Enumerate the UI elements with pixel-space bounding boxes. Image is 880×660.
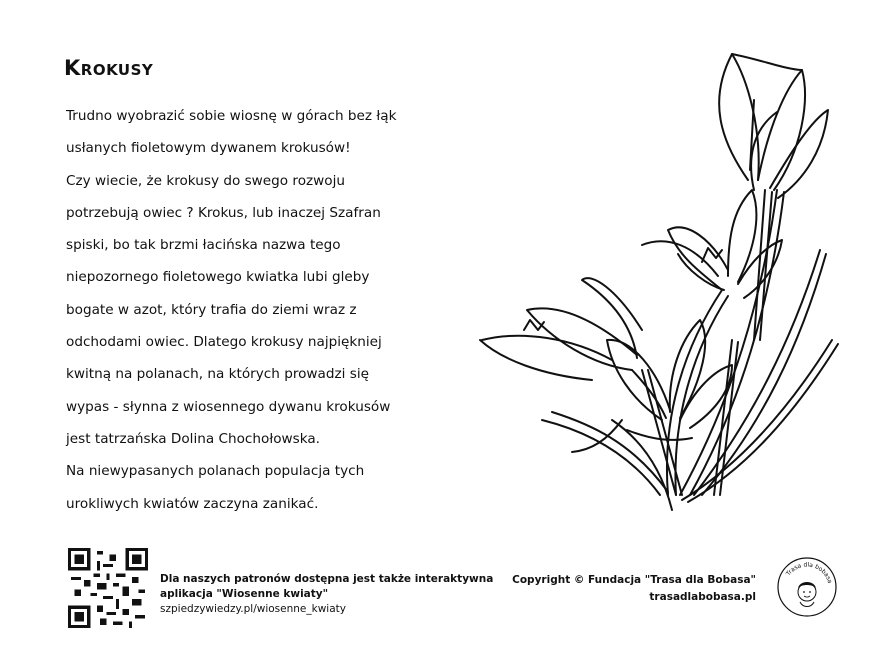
paragraph-line: jest tatrzańska Dolina Chochołowska. (66, 430, 320, 447)
paragraph-line: usłanych fioletowym dywanem krokusów! (66, 140, 351, 157)
logo-text: Trasa dla bobasa (784, 561, 834, 585)
site-link[interactable]: trasadlabobasa.pl (649, 591, 756, 603)
paragraph-line: wypas - słynna z wiosennego dywanu krokusów (66, 398, 391, 415)
paragraph-line: urokliwych kwiatów zaczyna zanikać. (66, 495, 319, 512)
paragraph-line: kwitną na polanach, na których prowadzi się (66, 366, 369, 383)
paragraph-line: odchodami owiec. Dlatego krokusy najpiękniej (66, 334, 382, 351)
copyright-block (512, 572, 756, 606)
promo-link[interactable]: szpiedzywiedzy.pl/wiosenne_kwiaty (160, 603, 346, 615)
paragraph-line: Na niewypasanych polanach populacja tych (66, 463, 365, 480)
paragraph-line: niepozornego fioletowego kwiatka lubi gleby (66, 269, 370, 286)
crocus-illustration (432, 40, 880, 520)
paragraph (66, 100, 426, 520)
copyright-text: Copyright © Fundacja "Trasa dla Bobasa" (512, 574, 756, 586)
promo-text (160, 572, 493, 617)
paragraph-line: bogate w azot, który trafia do ziemi wraz z (66, 301, 357, 318)
foundation-logo (776, 556, 838, 618)
promo-line: aplikacja "Wiosenne kwiaty" (160, 588, 329, 600)
page-title: Krokusy (64, 56, 154, 80)
qr-code (68, 548, 148, 628)
promo-line: Dla naszych patronów dostępna jest także interaktywna (160, 573, 494, 585)
paragraph-line: potrzebują owiec ? Krokus, lub inaczej Szafran (66, 204, 381, 221)
paragraph-line: Czy wiecie, że krokusy do swego rozwoju (66, 172, 345, 189)
paragraph-line: Trudno wyobrazić sobie wiosnę w górach bez łąk (66, 108, 397, 124)
paragraph-line: spiski, bo tak brzmi łacińska nazwa tego (66, 237, 341, 254)
